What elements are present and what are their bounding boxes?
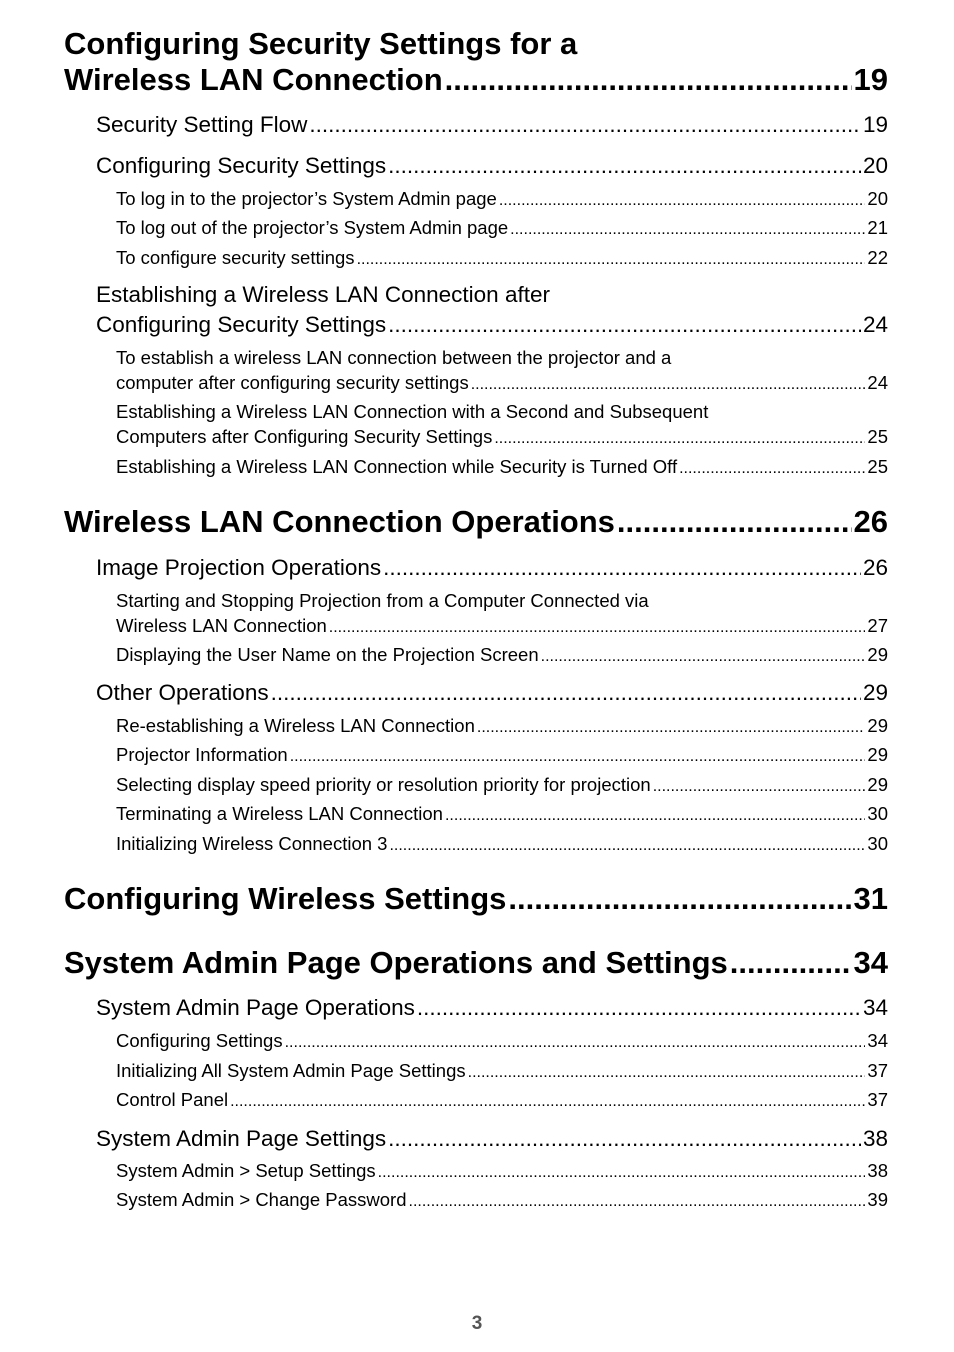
toc-dot-leader bbox=[388, 1124, 861, 1154]
toc-page-number: 26 bbox=[862, 555, 888, 580]
toc-dot-leader bbox=[541, 644, 866, 669]
toc-dot-leader bbox=[409, 1189, 866, 1214]
toc-entry-level-3[interactable] bbox=[64, 1158, 888, 1185]
toc-entry-row bbox=[116, 1028, 888, 1055]
toc-page-number: 31 bbox=[853, 881, 888, 916]
toc-dot-leader bbox=[378, 1160, 866, 1185]
toc-dot-leader bbox=[285, 1030, 866, 1055]
toc-page-number: 27 bbox=[867, 615, 888, 636]
toc-entry-title: Control Panel bbox=[116, 1089, 229, 1110]
toc-entry-row bbox=[116, 1087, 888, 1114]
toc-entry-row bbox=[116, 1058, 888, 1085]
toc-entry-row bbox=[116, 454, 888, 481]
toc-page-number: 34 bbox=[867, 1030, 888, 1051]
toc-entry-title: Configuring Security Settings bbox=[96, 312, 387, 337]
toc-entry-row bbox=[96, 151, 888, 181]
toc-page-number: 30 bbox=[867, 833, 888, 854]
toc-page-number: 26 bbox=[853, 504, 888, 539]
toc-page-number: 37 bbox=[867, 1060, 888, 1081]
toc-entry-level-1[interactable] bbox=[64, 504, 888, 540]
toc-dot-leader bbox=[471, 372, 866, 397]
toc-entry-row bbox=[96, 553, 888, 583]
toc-entry-row bbox=[116, 831, 888, 858]
toc-entry-title: Other Operations bbox=[96, 680, 269, 705]
toc-entry-title-line1: Establishing a Wireless LAN Connection after bbox=[96, 282, 550, 307]
toc-dot-leader bbox=[230, 1089, 865, 1114]
toc-entry-title: Establishing a Wireless LAN Connection while Security is Turned Off bbox=[116, 456, 678, 477]
toc-page-number: 19 bbox=[853, 62, 888, 97]
toc-page-number: 37 bbox=[867, 1089, 888, 1110]
toc-dot-leader bbox=[508, 881, 851, 917]
toc-entry-title: System Admin > Setup Settings bbox=[116, 1160, 376, 1181]
toc-entry-row bbox=[116, 742, 888, 769]
toc-dot-leader bbox=[388, 310, 861, 340]
toc-dot-leader bbox=[494, 426, 865, 451]
page-number: 3 bbox=[471, 1313, 483, 1334]
toc-entry-title: Initializing All System Admin Page Settings bbox=[116, 1060, 466, 1081]
toc-dot-leader bbox=[499, 188, 866, 213]
toc-entry-level-1[interactable] bbox=[64, 881, 888, 917]
toc-page-number: 24 bbox=[867, 372, 888, 393]
toc-entry-level-3[interactable] bbox=[64, 1087, 888, 1114]
toc-entry-row bbox=[116, 370, 888, 397]
toc-page-number: 29 bbox=[867, 644, 888, 665]
toc-entry-row bbox=[116, 424, 888, 451]
toc-entry-level-3[interactable] bbox=[64, 831, 888, 858]
toc-entry-row bbox=[116, 801, 888, 828]
toc-entry-title-line1: Starting and Stopping Projection from a Computer Connected via bbox=[116, 590, 649, 611]
toc-entry-row bbox=[64, 62, 888, 98]
toc-entry-title: Initializing Wireless Connection 3 bbox=[116, 833, 388, 854]
toc-entry-row bbox=[116, 1187, 888, 1214]
toc-entry-title: Wireless LAN Connection bbox=[116, 615, 327, 636]
toc-dot-leader bbox=[290, 744, 866, 769]
toc-page-number: 19 bbox=[862, 112, 888, 137]
toc-entry-row bbox=[96, 110, 888, 140]
toc-page-number: 38 bbox=[862, 1126, 888, 1151]
toc-entry-row bbox=[96, 1124, 888, 1154]
toc-entry-row bbox=[64, 945, 888, 981]
toc-dot-leader bbox=[357, 247, 866, 272]
toc-entry-level-3[interactable] bbox=[64, 772, 888, 799]
toc-page-number: 29 bbox=[867, 774, 888, 795]
toc-entry-level-3[interactable] bbox=[64, 215, 888, 242]
toc-dot-leader bbox=[445, 803, 865, 828]
toc-page-number: 22 bbox=[867, 247, 888, 268]
toc-entry-row bbox=[96, 993, 888, 1023]
toc-entry-title: Configuring Settings bbox=[116, 1030, 283, 1051]
toc-entry-title: System Admin > Change Password bbox=[116, 1189, 407, 1210]
toc-page-number: 29 bbox=[867, 744, 888, 765]
toc-page-number: 29 bbox=[862, 680, 888, 705]
toc-page-number: 20 bbox=[862, 153, 888, 178]
toc-entry-row bbox=[116, 642, 888, 669]
toc-page-number: 20 bbox=[867, 188, 888, 209]
toc-entry-level-2[interactable] bbox=[64, 151, 888, 181]
toc-dot-leader bbox=[417, 993, 861, 1023]
toc-entry-row bbox=[96, 678, 888, 708]
toc-entry-title: Security Setting Flow bbox=[96, 112, 308, 137]
toc-dot-leader bbox=[329, 615, 866, 640]
toc-dot-leader bbox=[653, 774, 866, 799]
toc-entry-title: System Admin Page Operations bbox=[96, 995, 415, 1020]
toc-entry-level-3[interactable] bbox=[64, 454, 888, 481]
toc-page-number: 25 bbox=[867, 426, 888, 447]
toc-entry-title: To configure security settings bbox=[116, 247, 355, 268]
toc-entry-level-1[interactable] bbox=[64, 945, 888, 981]
toc-page-number: 34 bbox=[862, 995, 888, 1020]
toc-entry-title: System Admin Page Operations and Settings bbox=[64, 945, 728, 980]
toc-entry-level-3[interactable] bbox=[64, 801, 888, 828]
toc-entry-title-line1: To establish a wireless LAN connection between the projector and a bbox=[116, 347, 672, 368]
toc-dot-leader bbox=[617, 504, 852, 540]
toc-entry-level-2[interactable] bbox=[64, 110, 888, 140]
toc-entry-title: Displaying the User Name on the Projection Screen bbox=[116, 644, 539, 665]
toc-entry-title-line1: Configuring Security Settings for a bbox=[64, 26, 578, 61]
toc-entry-level-3[interactable] bbox=[64, 245, 888, 272]
toc-dot-leader bbox=[389, 833, 865, 858]
toc-entry-title: To log in to the projector’s System Admin page bbox=[116, 188, 497, 209]
toc-entry-row bbox=[116, 713, 888, 740]
toc-dot-leader bbox=[510, 217, 865, 242]
toc-entry-level-2[interactable] bbox=[64, 993, 888, 1023]
toc-entry-row bbox=[116, 613, 888, 640]
toc-page-number: 30 bbox=[867, 803, 888, 824]
toc-page-number: 39 bbox=[867, 1189, 888, 1210]
toc-entry-row bbox=[116, 772, 888, 799]
toc-entry-title: Wireless LAN Connection bbox=[64, 62, 443, 97]
toc-entry-row bbox=[64, 504, 888, 540]
toc-entry-title: Configuring Wireless Settings bbox=[64, 881, 507, 916]
toc-page-number: 24 bbox=[862, 312, 888, 337]
toc-entry-row bbox=[116, 215, 888, 242]
toc-entry-title: Selecting display speed priority or resolution priority for projection bbox=[116, 774, 651, 795]
toc-entry-title: Image Projection Operations bbox=[96, 555, 382, 580]
toc-dot-leader bbox=[271, 678, 861, 708]
toc-entry-title: Configuring Security Settings bbox=[96, 153, 387, 178]
toc-page-number: 34 bbox=[853, 945, 888, 980]
toc-dot-leader bbox=[309, 110, 861, 140]
toc-dot-leader bbox=[730, 945, 852, 981]
toc-entry-title: Projector Information bbox=[116, 744, 288, 765]
toc-page-number: 21 bbox=[867, 217, 888, 238]
toc-entry-title: Wireless LAN Connection Operations bbox=[64, 504, 615, 539]
toc-entry-row bbox=[96, 310, 888, 340]
toc-entry-title: To log out of the projector’s System Admin page bbox=[116, 217, 509, 238]
toc-entry-level-2[interactable] bbox=[64, 280, 888, 340]
toc-entry-level-3[interactable] bbox=[64, 713, 888, 740]
toc-entry-level-3[interactable] bbox=[64, 742, 888, 769]
toc-entry-title: Terminating a Wireless LAN Connection bbox=[116, 803, 443, 824]
toc-dot-leader bbox=[445, 62, 852, 98]
toc-entry-level-2[interactable] bbox=[64, 1124, 888, 1154]
toc-entry-title: Re-establishing a Wireless LAN Connection bbox=[116, 715, 475, 736]
toc-page-number: 29 bbox=[867, 715, 888, 736]
toc-entry-level-2[interactable] bbox=[64, 553, 888, 583]
toc-entry-level-3[interactable] bbox=[64, 399, 888, 451]
toc-entry-level-3[interactable] bbox=[64, 1028, 888, 1055]
toc-entry-row bbox=[116, 245, 888, 272]
toc-entry-row bbox=[116, 1158, 888, 1185]
toc-entry-title: computer after configuring security settings bbox=[116, 372, 469, 393]
toc-page-number: 25 bbox=[867, 456, 888, 477]
toc-entry-title: System Admin Page Settings bbox=[96, 1126, 387, 1151]
toc-entry-level-3[interactable] bbox=[64, 588, 888, 640]
toc-entry-level-3[interactable] bbox=[64, 186, 888, 213]
toc-dot-leader bbox=[468, 1060, 866, 1085]
toc-entry-level-3[interactable] bbox=[64, 1187, 888, 1214]
toc-dot-leader bbox=[679, 456, 865, 481]
toc-dot-leader bbox=[383, 553, 861, 583]
toc-entry-level-3[interactable] bbox=[64, 345, 888, 397]
toc-entry-level-2[interactable] bbox=[64, 678, 888, 708]
toc-entry-level-3[interactable] bbox=[64, 1058, 888, 1085]
toc-entry-title: Computers after Configuring Security Settings bbox=[116, 426, 493, 447]
toc-entry-title-line1: Establishing a Wireless LAN Connection with a Second and Subsequent bbox=[116, 401, 709, 422]
toc-dot-leader bbox=[477, 715, 866, 740]
toc-entry-row bbox=[64, 881, 888, 917]
toc-entry-level-1[interactable] bbox=[64, 26, 888, 98]
toc-entry-row bbox=[116, 186, 888, 213]
toc-dot-leader bbox=[388, 151, 861, 181]
toc-page-number: 38 bbox=[867, 1160, 888, 1181]
toc-entry-level-3[interactable] bbox=[64, 642, 888, 669]
